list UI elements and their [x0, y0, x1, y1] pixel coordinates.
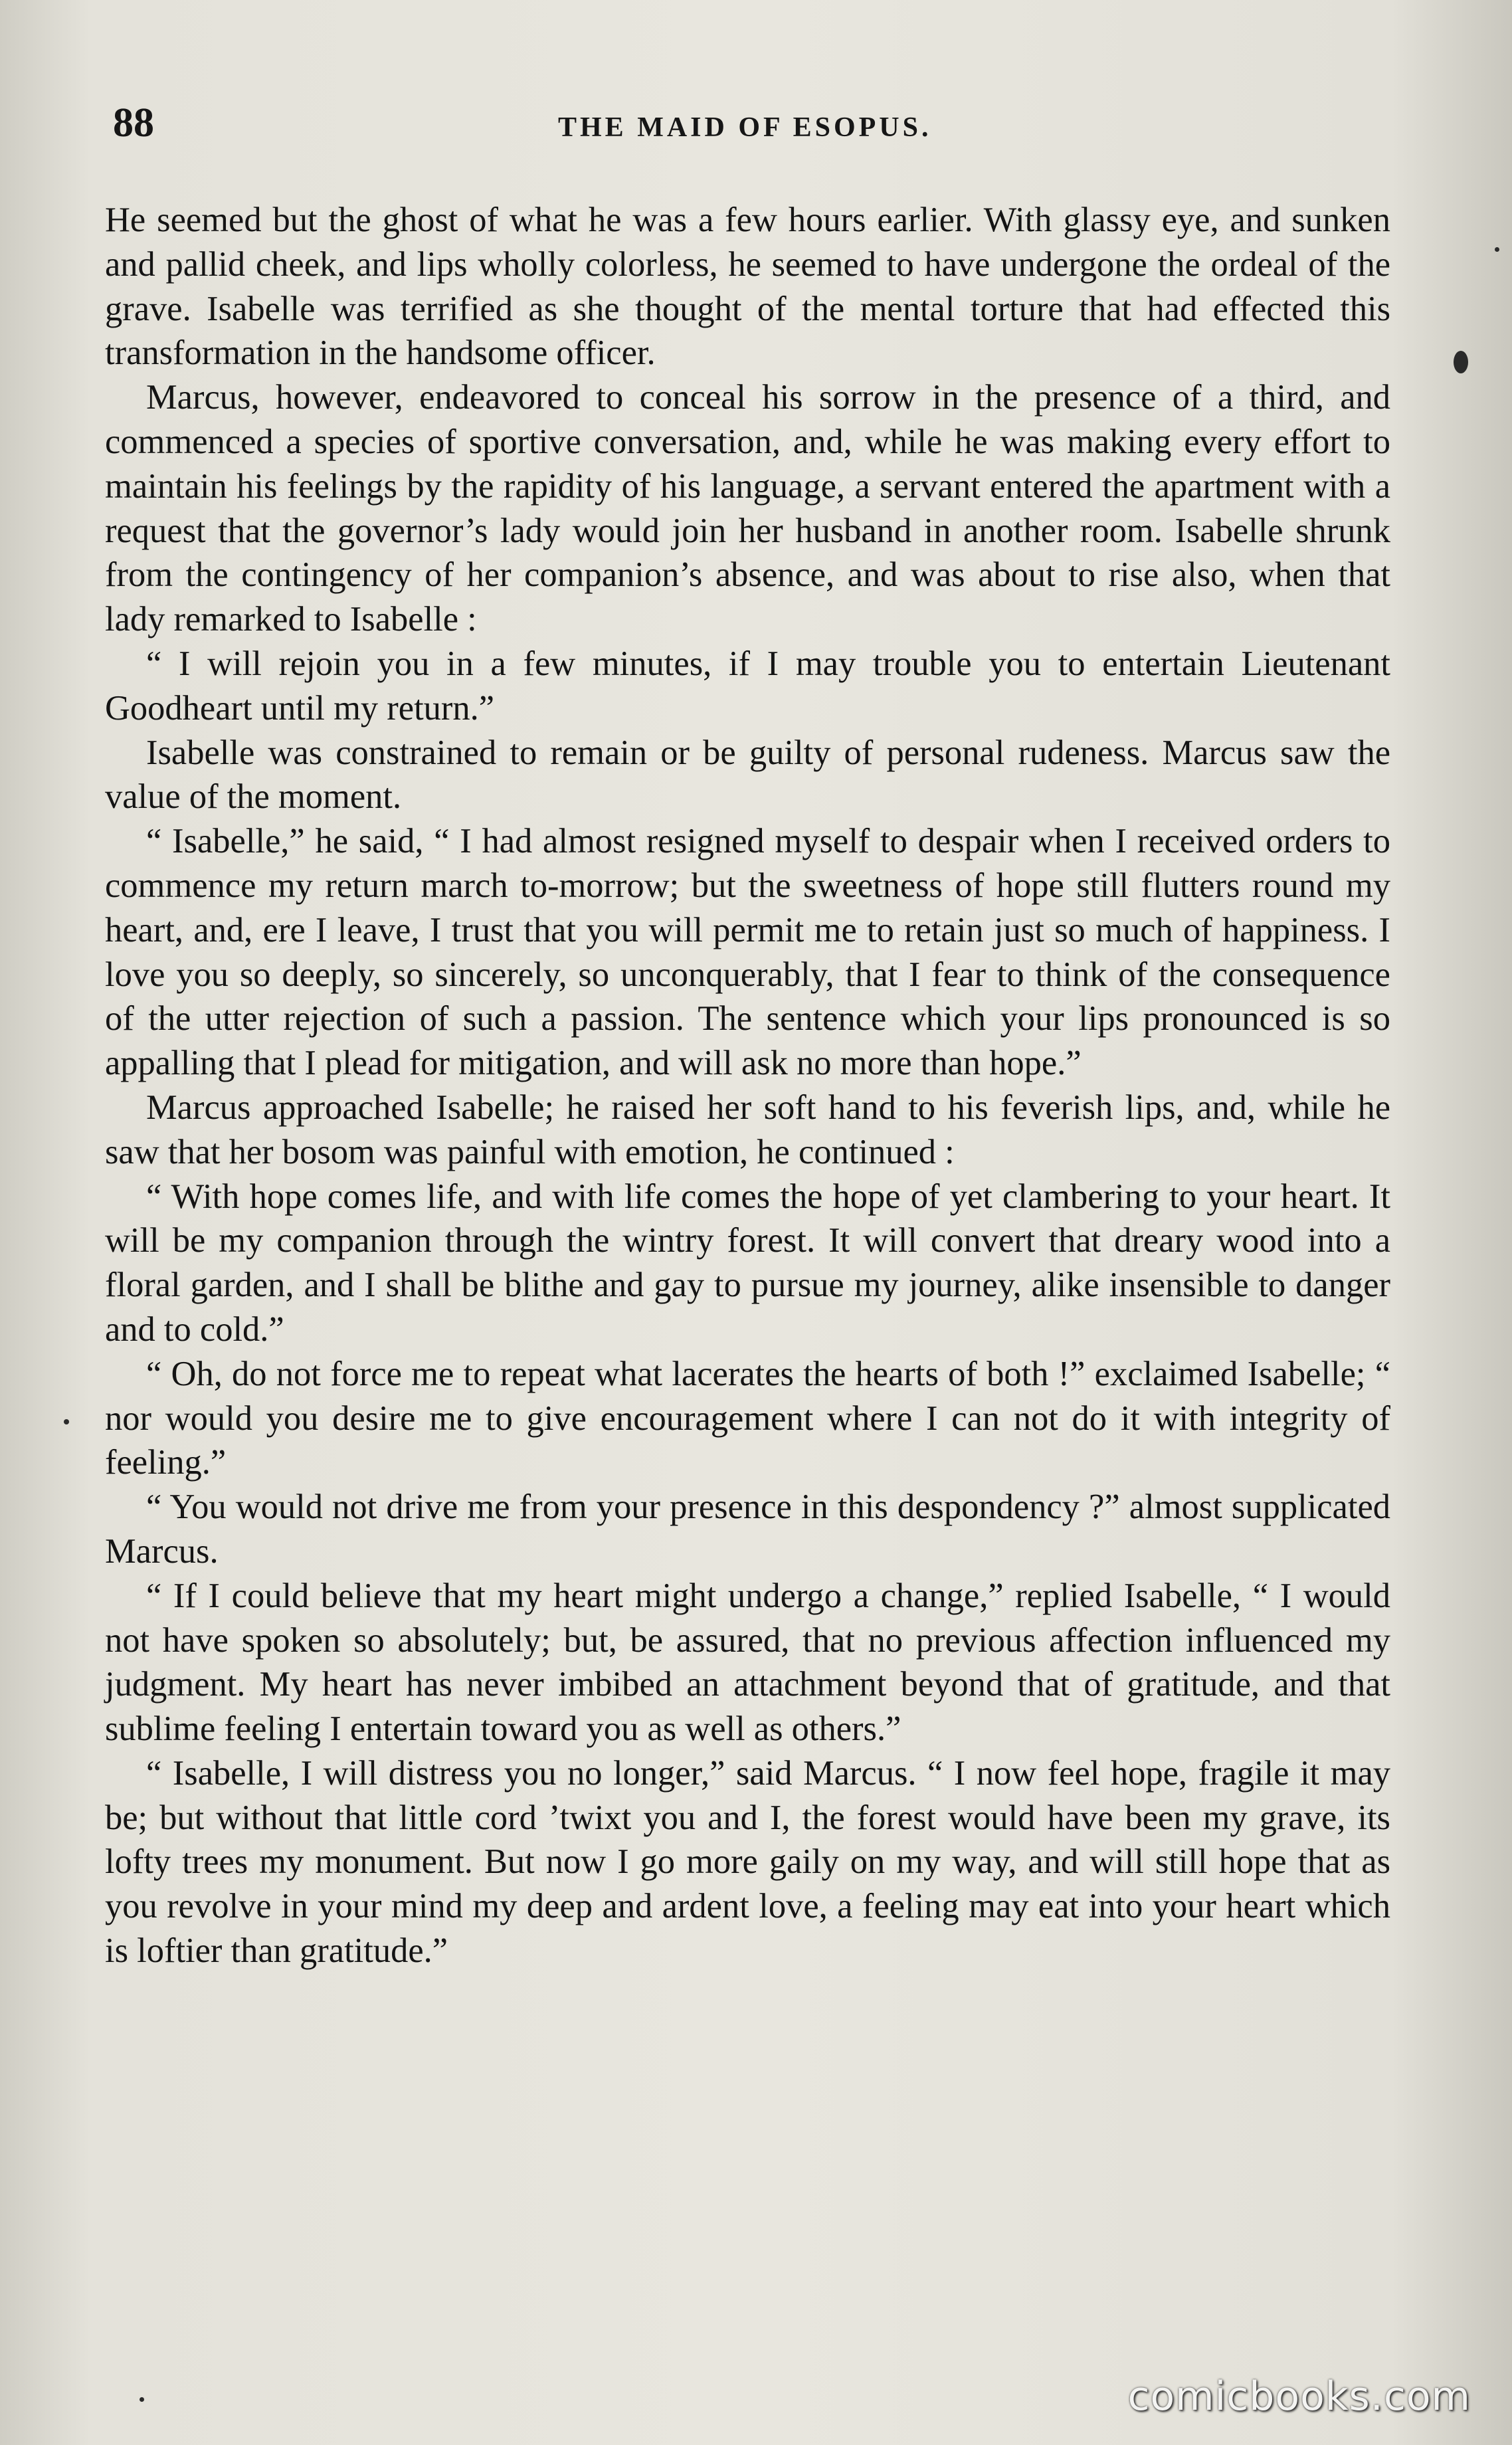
page-number: 88: [113, 100, 154, 146]
paragraph: “ Isabelle, I will distress you no longer,” said Marcus. “ I now feel hope, fragile it may be; but without that little cord ’twixt you and I, the forest would have been my grave, its lofty trees my monument. But now I go more gaily on my way, and will still hope that as you revolve in your mind my deep and ardent love, a feeling may eat into your heart which is loftier than gratitude.”: [105, 1753, 1390, 1971]
paragraph: Isabelle was constrained to remain or be guilty of personal rudeness. Marcus saw the value of the moment.: [105, 733, 1390, 817]
paragraph: “ You would not drive me from your presence in this despondency ?” almost supplicated Marcus.: [105, 1488, 1390, 1571]
ink-speck: [1454, 351, 1468, 373]
paragraph: Marcus approached Isabelle; he raised her soft hand to his feverish lips, and, while he saw that her bosom was painful with emotion, he continued :: [105, 1088, 1390, 1171]
ink-speck: [140, 2397, 144, 2402]
ink-speck: [64, 1419, 69, 1424]
paragraph: He seemed but the ghost of what he was a few hours earlier. With glassy eye, and sunken and pallid cheek, and lips wholly colorless, he seemed to have undergone the ordeal of the grave. Isabelle was terrified as she thought of the mental torture that had effected this transformation in the handsome officer.: [105, 201, 1390, 373]
ink-speck: [1495, 247, 1499, 252]
watermark: comicbooks.com: [1127, 2373, 1471, 2420]
paragraph: “ If I could believe that my heart might undergo a change,” replied Isabelle, “ I would not have spoken so absolutely; but, be assured, that no previous affection influenced my judgment. My heart has never imbibed an attachment beyond that of gratitude, and that sublime feeling I entertain toward you as well as others.”: [105, 1576, 1390, 1749]
book-title: THE MAID OF ESOPUS.: [558, 112, 932, 143]
paragraph: “ Oh, do not force me to repeat what lacerates the hearts of both !” exclaimed Isabelle; “ nor would you desire me to give encouragement where I can not do it with integrity of feeling.”: [105, 1354, 1390, 1482]
paragraph: “ With hope comes life, and with life comes the hope of yet clambering to your heart. It will be my companion through the wintry forest. It will convert that dreary wood into a floral garden, and I shall be blithe and gay to pursue my journey, alike insensible to danger and to cold.”: [105, 1177, 1390, 1349]
body-text: [105, 198, 1390, 1973]
paragraph: “ I will rejoin you in a few minutes, if I may trouble you to entertain Lieutenant Goodheart until my return.”: [105, 644, 1390, 728]
paragraph: “ Isabelle,” he said, “ I had almost resigned myself to despair when I received orders to commence my return march to-morrow; but the sweetness of hope still flutters round my heart, and, ere I leave, I trust that you will permit me to retain just so much of happiness. I love you so deeply, so sincerely, so unconquerably, that I fear to think of the consequence of the utter rejection of such a passion. The sentence which your lips pronounced is so appalling that I plead for mitigation, and will ask no more than hope.”: [105, 822, 1390, 1083]
paragraph: Marcus, however, endeavored to conceal his sorrow in the presence of a third, and commenced a species of sportive conversation, and, while he was making every effort to maintain his feelings by the rapidity of his language, a servant entered the apartment with a request that the governor’s lady would join her husband in another room. Isabelle shrunk from the contingency of her companion’s absence, and was about to rise also, when that lady remarked to Isabelle :: [105, 378, 1390, 639]
running-head: [113, 100, 1402, 159]
